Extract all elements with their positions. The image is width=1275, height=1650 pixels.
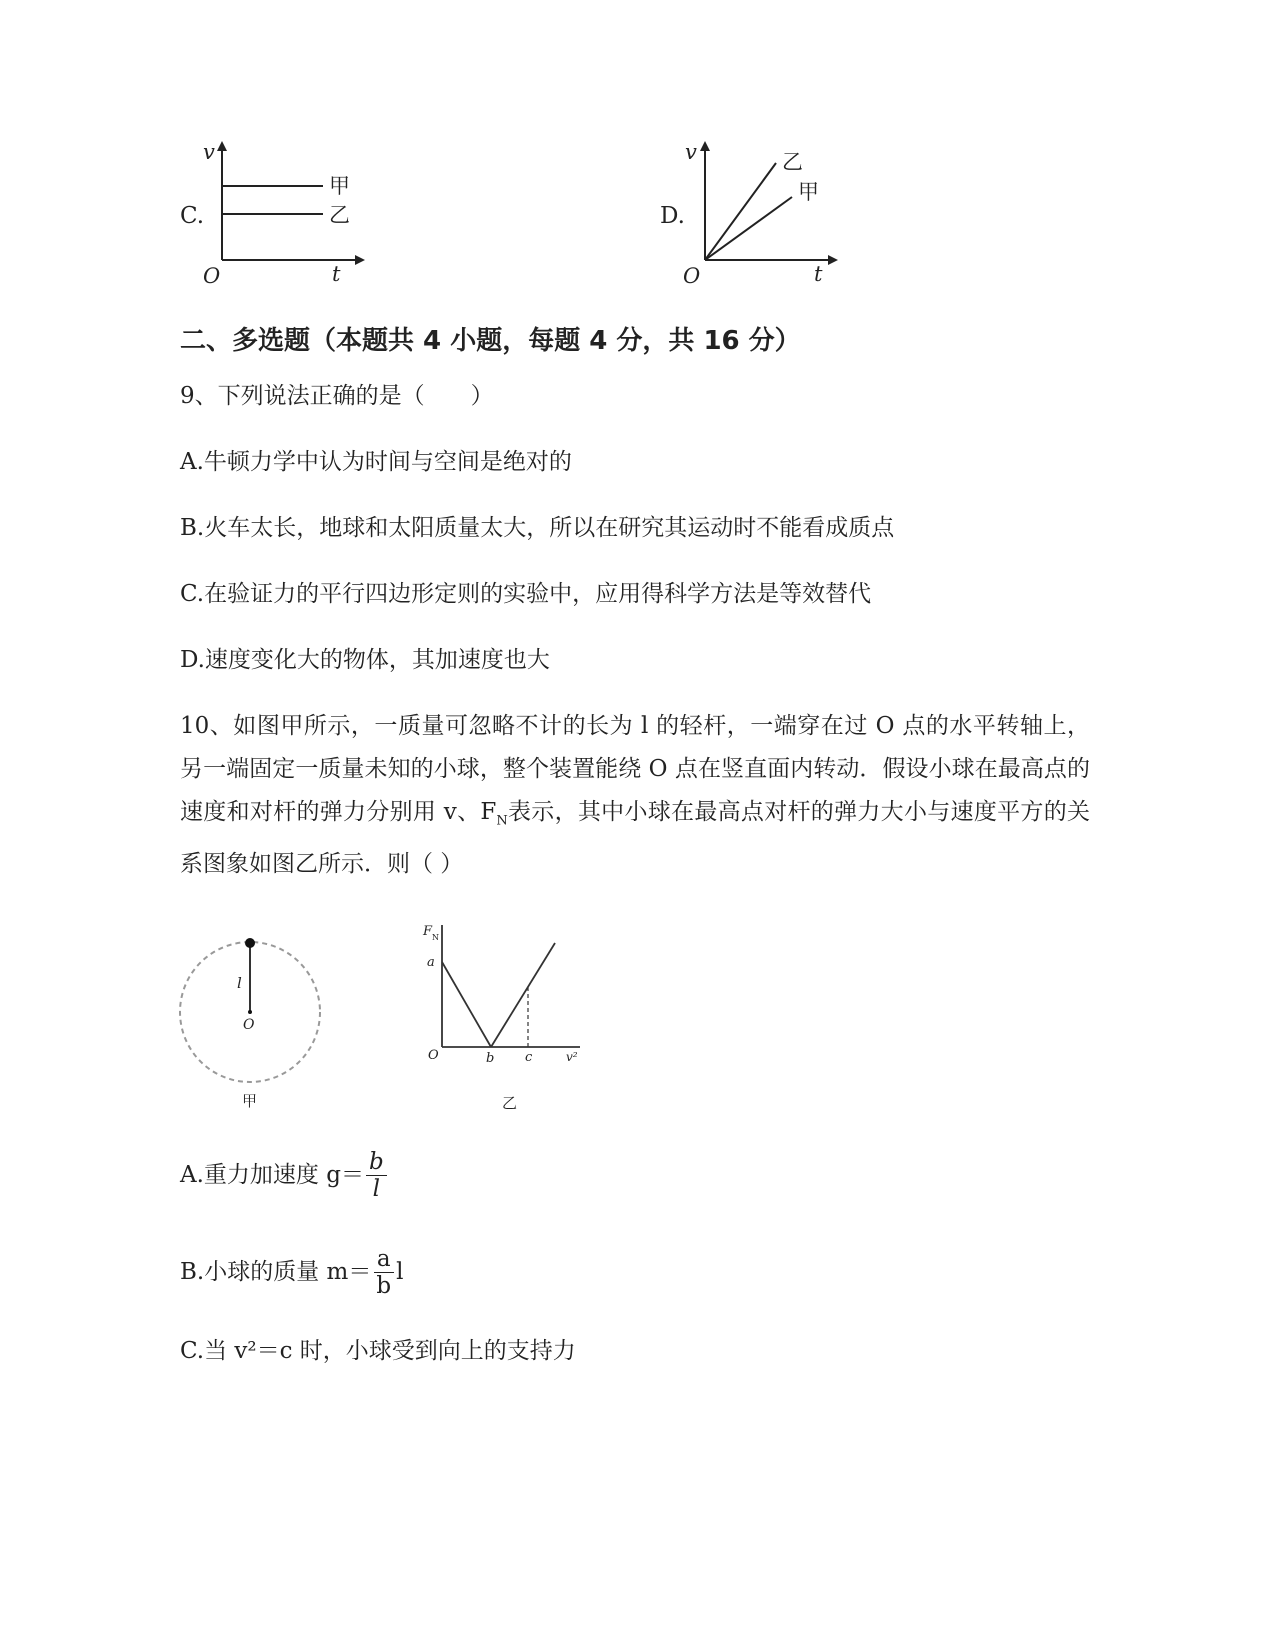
q10-option-a bbox=[180, 1146, 389, 1204]
graph-d-v-axis: v bbox=[685, 140, 697, 164]
q10-stem bbox=[180, 705, 1090, 886]
q10-option-b bbox=[180, 1243, 403, 1301]
q10-option-a-numerator: b bbox=[366, 1149, 387, 1176]
figure-jia-l-label: l bbox=[237, 974, 242, 992]
q10-option-a-fraction bbox=[366, 1149, 387, 1202]
figure-jia-o-label: O bbox=[243, 1017, 255, 1033]
graph-c-series-jia: 甲 bbox=[329, 174, 350, 198]
graph-c bbox=[195, 135, 375, 290]
graph-c-series-yi: 乙 bbox=[329, 203, 350, 227]
figure-jia-caption: 甲 bbox=[242, 1092, 258, 1110]
section-title: 二、多选题（本题共 4 小题，每题 4 分，共 16 分） bbox=[180, 326, 801, 356]
graph-d-series-yi: 乙 bbox=[782, 150, 803, 174]
q10-option-b-denominator: b bbox=[376, 1272, 392, 1299]
q10-stem-subscript: N bbox=[496, 813, 508, 829]
graph-c-origin: O bbox=[203, 264, 221, 288]
q9-option-a: A.牛顿力学中认为时间与空间是绝对的 bbox=[180, 449, 572, 475]
graph-c-v-axis: v bbox=[203, 140, 215, 164]
figure-yi-origin: O bbox=[428, 1048, 439, 1063]
q10-option-c: C.当 v²＝c 时，小球受到向上的支持力 bbox=[180, 1338, 576, 1364]
q10-option-b-prefix: B.小球的质量 m＝ bbox=[180, 1259, 372, 1285]
q9-option-d: D.速度变化大的物体，其加速度也大 bbox=[180, 647, 550, 673]
option-c-label: C. bbox=[180, 203, 205, 229]
figure-yi-x-axis: v² bbox=[566, 1050, 578, 1064]
figure-yi-y-sub: N bbox=[432, 933, 439, 942]
figure-jia bbox=[175, 930, 335, 1115]
q10-option-a-prefix: A.重力加速度 g＝ bbox=[180, 1162, 364, 1188]
figure-yi-a-label: a bbox=[427, 955, 435, 970]
figure-yi bbox=[415, 915, 600, 1115]
graph-d-t-axis: t bbox=[814, 262, 823, 286]
figure-yi-caption: 乙 bbox=[502, 1094, 518, 1112]
q10-option-b-suffix: l bbox=[396, 1259, 404, 1285]
graph-d-series-jia: 甲 bbox=[798, 180, 819, 204]
figure-yi-c-label: c bbox=[525, 1050, 533, 1065]
graph-d bbox=[680, 135, 850, 290]
figure-yi-b-label: b bbox=[486, 1051, 495, 1066]
q10-stem-part1: 10、如图甲所示，一质量可忽略不计的长为 l 的轻杆，一端穿在过 O 点的水平转轴上，另一端固定一质量未知的小球，整个装置能绕 O 点在竖直面内转动．假设小球在最高点的速度和对杆的弹力分别用 v、F bbox=[180, 713, 1090, 825]
q10-option-b-numerator: a bbox=[374, 1246, 394, 1273]
figure-yi-y-axis: F bbox=[423, 924, 433, 939]
option-d-label: D. bbox=[660, 203, 685, 229]
graph-c-t-axis: t bbox=[332, 262, 341, 286]
q10-option-b-fraction bbox=[373, 1246, 394, 1299]
q10-stem-part2: 表示，其中小球在最高点对杆的弹力大小与速度平方的关系图象如图乙所示．则（ ） bbox=[180, 799, 1091, 877]
q9-option-b: B.火车太长，地球和太阳质量太大，所以在研究其运动时不能看成质点 bbox=[180, 515, 895, 541]
q10-option-a-denominator: l bbox=[372, 1175, 381, 1202]
q9-stem: 9、下列说法正确的是（ ） bbox=[180, 383, 494, 409]
q9-option-c: C.在验证力的平行四边形定则的实验中，应用得科学方法是等效替代 bbox=[180, 581, 872, 607]
graph-d-origin: O bbox=[683, 264, 701, 288]
